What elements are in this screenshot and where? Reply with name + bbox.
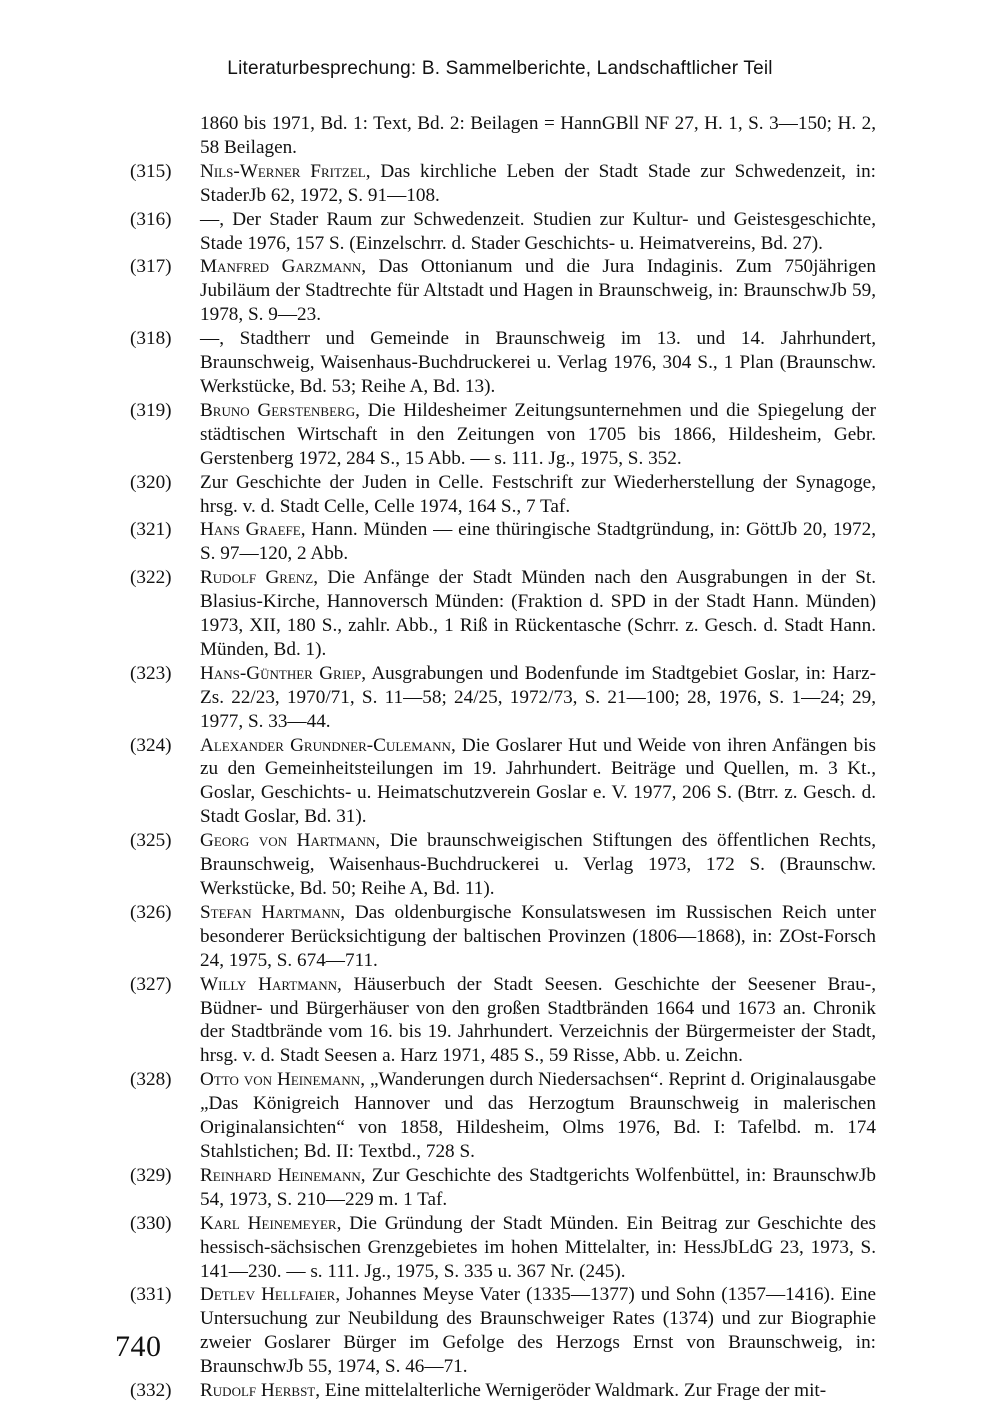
entry-number: (315)	[130, 160, 172, 182]
entry-author: Georg von Hartmann	[200, 830, 376, 852]
entry-number: (330)	[130, 1212, 172, 1234]
entry-number: (320)	[130, 471, 172, 493]
entry-author: Reinhard Heinemann	[200, 1164, 361, 1186]
entry-author: Alexander Grundner-Culemann	[200, 734, 451, 756]
bibliography-entry	[130, 829, 876, 901]
entry-text: , Häuserbuch der Stadt Seesen. Geschichte der Seesener Brau-, Büdner- und Bürgerhäuser von den großen Stadtbränden 1664 und 1673 an. Chronik der Stadtbrände vom 16. bis 19. Jahrhundert. Verzeichnis der Bürgermeister der Stadt, hrsg. v. d. Stadt Seesen a. Harz 1971, 485 S., 59 Risse, Abb. u. Zeichn.	[200, 973, 876, 1067]
bibliography-list	[130, 112, 876, 1403]
entry-author: Hans-Günther Griep	[200, 662, 362, 684]
bibliography-entry	[130, 734, 876, 830]
entry-text: , „Wanderungen durch Niedersachsen“. Reprint d. Originalausgabe „Das Königreich Hannover und das Herzogtum Braunschweig in malerischen Originalansichten“ von 1858, Hildesheim, Olms 1976, Bd. I: Tafelbd. m. 174 Stahlstichen; Bd. II: Textbd., 728 S.	[200, 1069, 876, 1162]
entry-number: (319)	[130, 399, 172, 421]
continuation-text	[130, 112, 876, 160]
entry-author: Manfred Garzmann	[200, 256, 362, 278]
entry-number: (317)	[130, 256, 172, 278]
page-number: 740	[115, 1330, 162, 1363]
bibliography-entry	[130, 1164, 876, 1212]
entry-text: , Die braunschweigischen Stiftungen des öffentlichen Rechts, Braunschweig, Waisenhaus-Buchdruckerei u. Verlag 1973, 172 S. (Braunschw. Werkstücke, Bd. 50; Reihe A, Bd. 11).	[200, 830, 876, 899]
bibliography-entry	[130, 1379, 876, 1403]
bibliography-entry	[130, 1068, 876, 1164]
entry-number: (328)	[130, 1069, 172, 1091]
entry-author: Karl Heinemeyer	[200, 1212, 337, 1234]
entry-text: , Die Hildesheimer Zeitungsunternehmen und die Spiegelung der städtischen Wirtschaft in den Zeitungen von 1705 bis 1866, Hildesheim, Gebr. Gerstenberg 1972, 284 S., 15 Abb. — s. 111. Jg., 1975, S. 352.	[200, 399, 877, 469]
entry-text: , Eine mittelalterliche Wernigeröder Waldmark. Zur Frage der mit-	[315, 1380, 827, 1402]
entry-text: , Die Goslarer Hut und Weide von ihren Anfängen bis zu den Gemeinheitsteilungen im 19. Jahrhundert. Beiträge und Quellen, m. 3 Kt., Goslar, Geschichts- u. Heimatschutzverein Goslar e. V. 1977, 206 S. (Btrr. z. Gesch. d. Stadt Goslar, Bd. 31).	[200, 734, 876, 828]
entry-number: (316)	[130, 208, 172, 230]
entry-number: (327)	[130, 973, 172, 995]
bibliography-entry	[130, 160, 876, 208]
bibliography-entry	[130, 208, 876, 256]
entry-number: (326)	[130, 901, 172, 923]
bibliography-entry	[130, 327, 876, 399]
entry-number: (329)	[130, 1164, 172, 1186]
bibliography-entry	[130, 255, 876, 327]
entry-number: (332)	[130, 1380, 172, 1402]
bibliography-entry	[130, 1212, 876, 1284]
bibliography-entry	[130, 518, 876, 566]
entry-text: , Johannes Meyse Vater (1335—1377) und Sohn (1357—1416). Eine Untersuchung zur Neubildung des Braunschweiger Rates (1374) und zur Biographie zweier Goslarer Bürger im Gefolge des Herzogs Ernst von Braunschweig, in: BraunschwJb 55, 1974, S. 46—71.	[200, 1284, 876, 1378]
bibliography-entry	[130, 399, 876, 471]
bibliography-entry	[130, 1283, 876, 1379]
bibliography-entry	[130, 471, 876, 519]
running-header: Literaturbesprechung: B. Sammelberichte, Landschaftlicher Teil	[227, 58, 773, 79]
entry-author: Nils-Werner Fritzel	[200, 160, 366, 182]
entry-text: —, Stadtherr und Gemeinde in Braunschweig im 13. und 14. Jahrhundert, Braunschweig, Waisenhaus-Buchdruckerei u. Verlag 1976, 304 S., 1 Plan (Braunschw. Werkstücke, Bd. 53; Reihe A, Bd. 13).	[200, 328, 876, 397]
entry-number: (331)	[130, 1284, 172, 1306]
entry-author: Hans Graefe	[200, 519, 301, 541]
entry-number: (322)	[130, 567, 172, 589]
entry-number: (318)	[130, 328, 172, 350]
bibliography-entry	[130, 566, 876, 662]
entry-author: Bruno Gerstenberg	[200, 399, 356, 421]
bibliography-entry	[130, 901, 876, 973]
entry-text: , Die Gründung der Stadt Münden. Ein Beitrag zur Geschichte des hessisch-sächsischen Grenzgebietes im hohen Mittelalter, in: HessJbLdG 23, 1973, S. 141—230. — s. 111. Jg., 1975, S. 335 u. 367 Nr. (245).	[200, 1212, 877, 1282]
bibliography-entry	[130, 973, 876, 1069]
entry-text: , Das oldenburgische Konsulatswesen im Russischen Reich unter besonderer Berücksichtigung der baltischen Provinzen (1806—1868), in: ZOst-Forsch 24, 1975, S. 674—711.	[200, 901, 876, 971]
entry-author: Rudolf Herbst	[200, 1380, 316, 1402]
entry-author: Detlev Hellfaier	[200, 1284, 336, 1306]
entry-number: (323)	[130, 662, 172, 684]
entry-author: Rudolf Grenz	[200, 567, 314, 589]
entry-text: , Hann. Münden — eine thüringische Stadtgründung, in: GöttJb 20, 1972, S. 97—120, 2 Abb.	[200, 519, 877, 565]
entry-text: , Das Ottonianum und die Jura Indaginis. Zum 750jährigen Jubiläum der Stadtrechte für Altstadt und Hagen in Braunschweig, in: BraunschwJb 59, 1978, S. 9—23.	[200, 256, 876, 326]
entry-author: Stefan Hartmann	[200, 901, 341, 923]
entry-author: Otto von Heinemann	[200, 1069, 361, 1091]
entry-text: —, Der Stader Raum zur Schwedenzeit. Studien zur Kultur- und Geistesgeschichte, Stade 1976, 157 S. (Einzelschrr. d. Stader Geschichts- u. Heimatvereins, Bd. 27).	[200, 208, 876, 254]
entry-text: , Zur Geschichte des Stadtgerichts Wolfenbüttel, in: BraunschwJb 54, 1973, S. 210—229 m. 1 Taf.	[200, 1164, 876, 1210]
entry-number: (325)	[130, 830, 172, 852]
entry-number: (324)	[130, 734, 172, 756]
entry-text: , Ausgrabungen und Bodenfunde im Stadtgebiet Goslar, in: Harz-Zs. 22/23, 1970/71, S. 11—58; 24/25, 1972/73, S. 21—100; 28, 1976, S. 1—24; 29, 1977, S. 33—44.	[200, 662, 876, 732]
bibliography-entry	[130, 662, 876, 734]
entry-text: Zur Geschichte der Juden in Celle. Festschrift zur Wiederherstellung der Synagoge, hrsg. v. d. Stadt Celle, Celle 1974, 164 S., 7 Taf.	[200, 471, 876, 517]
entry-text: , Die Anfänge der Stadt Münden nach den Ausgrabungen in der St. Blasius-Kirche, Hannoversch Münden: (Fraktion d. SPD in der Stadt Hann. Münden) 1973, XII, 180 S., zahlr. Abb., 1 Riß in Rückentasche (Schrr. z. Gesch. d. Stadt Hann. Münden, Bd. 1).	[200, 567, 877, 660]
entry-text: , Das kirchliche Leben der Stadt Stade zur Schwedenzeit, in: StaderJb 62, 1972, S. 91—108.	[200, 160, 876, 206]
entry-author: Willy Hartmann	[200, 973, 337, 995]
entry-number: (321)	[130, 519, 172, 541]
entry-text: 1860 bis 1971, Bd. 1: Text, Bd. 2: Beilagen = HannGBll NF 27, H. 1, S. 3—150; H. 2, 58 Beilagen.	[200, 113, 876, 158]
